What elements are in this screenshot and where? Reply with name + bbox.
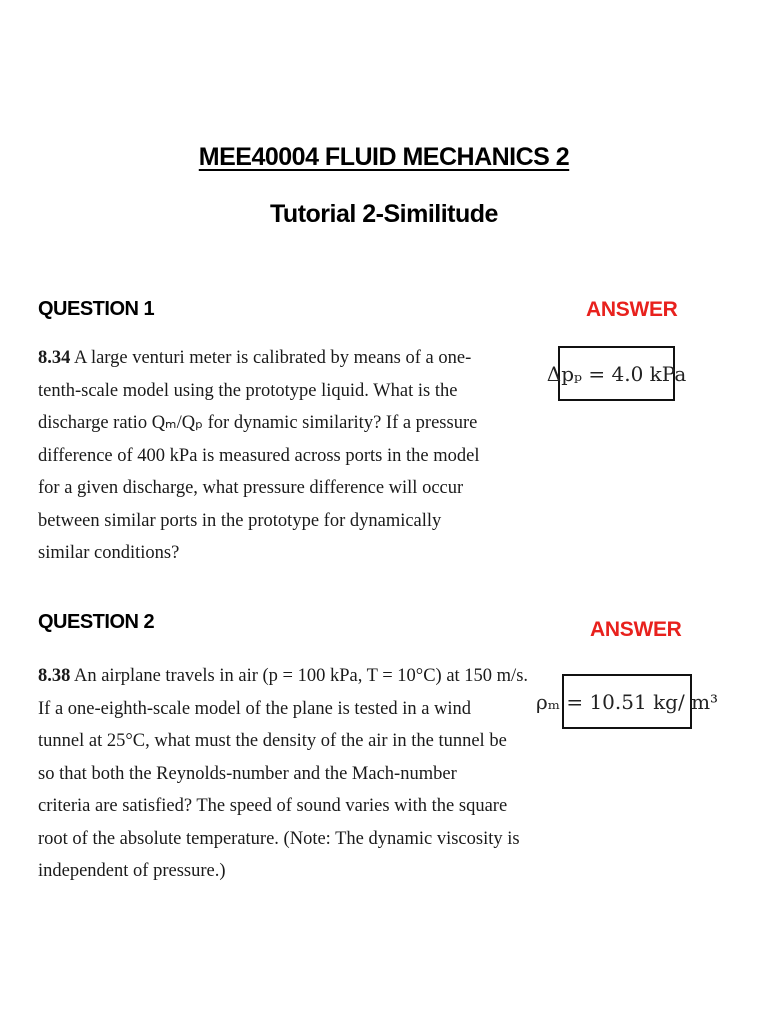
question-1-line: tenth-scale model using the prototype liquid. What is the [38, 380, 458, 401]
course-title-text: MEE40004 FLUID MECHANICS 2 [198, 143, 570, 171]
question-1-answer: Δpₚ = 4.0 kPa [546, 361, 687, 386]
question-2-number: 8.38 [38, 666, 71, 686]
question-2-line: tunnel at 25°C, what must the density of the air in the tunnel be [38, 731, 507, 751]
question-2-text [38, 660, 528, 888]
question-1-text [38, 342, 479, 570]
question-1-answer-label: ANSWER [586, 298, 678, 321]
question-2-line: criteria are satisfied? The speed of sound varies with the square [38, 796, 508, 816]
question-1-line: discharge ratio Qₘ/Qₚ for dynamic similarity? If a pressure [38, 413, 478, 433]
question-2-answer-box [535, 674, 719, 729]
question-1-number: 8.34 [38, 348, 71, 368]
tutorial-title: Tutorial 2-Similitude [270, 200, 498, 228]
question-2-heading: QUESTION 2 [38, 611, 155, 633]
question-1-line: between similar ports in the prototype for dynamically [38, 510, 442, 531]
question-1-line: 8.34 A large venturi meter is calibrated by means of a one- [38, 348, 472, 368]
question-1-heading: QUESTION 1 [38, 298, 155, 320]
question-1-answer-box [546, 346, 687, 401]
question-2-line: If a one-eighth-scale model of the plane is tested in a wind [38, 698, 472, 719]
question-2-answer: ρₘ = 10.51 kg/ m³ [535, 689, 719, 714]
question-2-line: 8.38 An airplane travels in air (p = 100 kPa, T = 10°C) at 150 m/s. [38, 666, 529, 686]
question-2-line: independent of pressure.) [38, 861, 226, 881]
question-2-line: so that both the Reynolds-number and the Mach-number [38, 763, 457, 784]
question-1-line: difference of 400 kPa is measured across ports in the model [38, 445, 480, 466]
question-1-line: for a given discharge, what pressure difference will occur [38, 478, 464, 498]
question-2-line: root of the absolute temperature. (Note: The dynamic viscosity is [38, 828, 520, 849]
question-2-answer-label: ANSWER [590, 618, 682, 641]
question-1-line: similar conditions? [38, 543, 180, 563]
course-title [0, 143, 768, 172]
